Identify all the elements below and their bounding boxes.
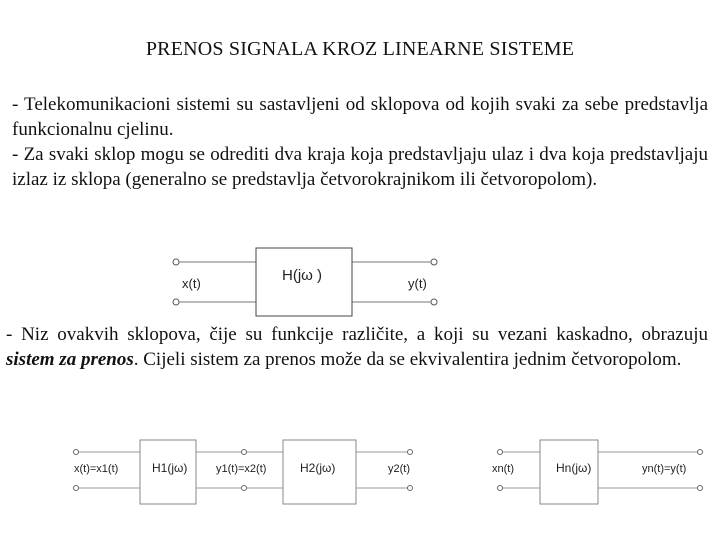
paragraph-3: - Niz ovakvih sklopova, čije su funkcije različite, a koji su vezani kaskadno, obrazuju sistem za prenos. Cijeli sistem za prenos može da se ekvivalentira jednim četvoropolom. [6,324,708,370]
label-h1: H1(jω) [152,461,188,475]
label-yn: yn(t)=y(t) [642,463,687,475]
label-x1: x(t)=x1(t) [74,463,119,475]
label-hn: Hn(jω) [556,461,592,475]
output-terminals [431,259,437,305]
four-pole-diagram [0,244,720,324]
label-y2: y2(t) [388,463,410,475]
emphasis-system: sistem za prenos [6,349,134,370]
cascade-diagram [0,438,720,518]
label-y1-x2: y1(t)=x2(t) [216,463,267,475]
label-h2: H2(jω) [300,461,336,475]
input-label: x(t) [182,276,201,291]
page-title: PRENOS SIGNALA KROZ LINEARNE SISTEME [145,38,575,60]
label-xn: xn(t) [492,463,514,475]
paragraph-1: - Telekomunikacioni sistemi su sastavljeni od sklopova od kojih svaki za sebe predstavlja funkcionalnu cjelinu. [12,94,708,140]
input-terminals [173,259,179,305]
paragraph-2: - Za svaki sklop mogu se odrediti dva kraja koja predstavljaju ulaz i dva koja predstavljaju izlaz iz sklopa (generalno se predstavlja četvorokrajnikom ili četvoropolom). [12,144,708,190]
paragraph-telecom-systems [12,92,708,192]
output-label: y(t) [408,276,427,291]
transfer-label: H(jω ) [282,267,323,284]
